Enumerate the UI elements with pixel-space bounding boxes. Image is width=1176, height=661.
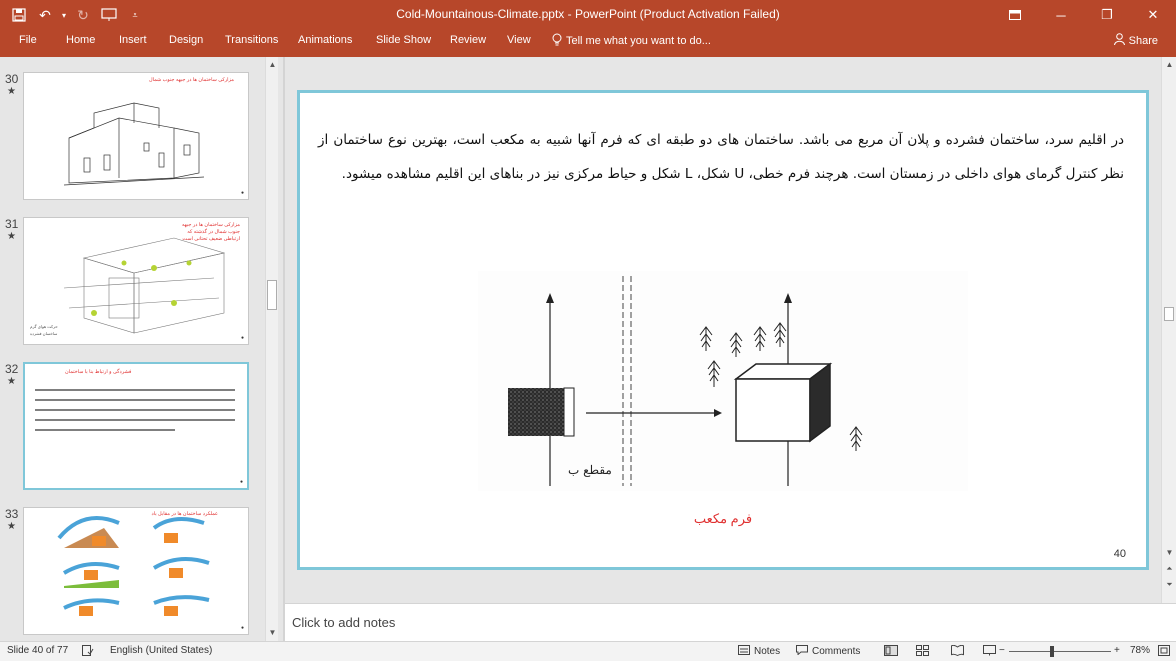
slideshow-view-icon[interactable] bbox=[983, 645, 996, 656]
thumbnail-page-number: ● bbox=[239, 479, 243, 485]
normal-view-icon[interactable] bbox=[884, 645, 898, 656]
redo-icon[interactable]: ↻ bbox=[77, 6, 89, 23]
svg-text:ساختمان فشرده: ساختمان فشرده bbox=[30, 331, 58, 336]
svg-text:حرکت هوای گرم: حرکت هوای گرم bbox=[30, 324, 58, 329]
scroll-thumb[interactable] bbox=[267, 280, 277, 310]
tab-insert[interactable]: Insert bbox=[119, 34, 147, 46]
thumbnail-number: 30 bbox=[5, 72, 19, 86]
thumbnail-title: فشردگی و ارتباط بنا با ساختمان bbox=[65, 369, 132, 375]
notes-pane[interactable] bbox=[285, 603, 1176, 641]
window-title: Cold-Mountainous-Climate.pptx - PowerPoint (Product Activation Failed) bbox=[396, 7, 780, 21]
ribbon-display-icon[interactable] bbox=[992, 0, 1038, 30]
spell-check-icon[interactable] bbox=[82, 645, 94, 656]
next-slide-icon[interactable]: ⏷ bbox=[1166, 580, 1173, 589]
tab-view[interactable]: View bbox=[507, 34, 531, 46]
undo-icon[interactable]: ↶ bbox=[39, 6, 51, 23]
notes-icon bbox=[738, 645, 750, 658]
slide-counter: Slide 40 of 77 bbox=[7, 645, 69, 656]
scroll-thumb[interactable] bbox=[1164, 307, 1174, 321]
restore-icon[interactable]: ❐ bbox=[1101, 7, 1113, 22]
share-button[interactable] bbox=[1114, 33, 1158, 48]
thumbnail-title: مزارکی ساختمان ها در جبهه جنوب شمال bbox=[148, 77, 234, 83]
zoom-slider-track[interactable] bbox=[1009, 651, 1111, 652]
thumbnail-title: عملکرد ساختمان ها در مقابل باد bbox=[151, 511, 218, 517]
fit-slide-icon[interactable] bbox=[1158, 645, 1170, 656]
tab-transitions[interactable]: Transitions bbox=[225, 34, 279, 46]
animation-star-icon: ★ bbox=[7, 231, 16, 242]
slide-scrollbar[interactable] bbox=[1161, 57, 1176, 603]
figure-section-label: مقطع ب bbox=[568, 463, 612, 477]
person-icon bbox=[1114, 33, 1125, 48]
tab-home[interactable]: Home bbox=[66, 34, 96, 46]
wind-diagrams bbox=[24, 508, 249, 635]
tell-me-text: Tell me what you want to do... bbox=[566, 35, 711, 47]
thumbnail-slide-selected[interactable] bbox=[23, 362, 249, 490]
zoom-slider-knob[interactable] bbox=[1050, 646, 1054, 657]
thumbnail-number: 32 bbox=[5, 362, 19, 376]
notes-button[interactable] bbox=[738, 645, 780, 658]
window-controls bbox=[992, 0, 1176, 30]
zoom-in-icon[interactable]: + bbox=[1114, 645, 1120, 656]
present-icon[interactable] bbox=[98, 4, 120, 26]
reading-view-icon[interactable] bbox=[951, 645, 964, 656]
slide-body-text[interactable]: در اقلیم سرد، ساختمان فشرده و پلان آن مربع می باشد. ساختمان های دو طبقه ای که فرم آنها شبیه به مکعب است، بهترین نوع ساختمان از نظر کنترل گرمای هوای داخلی در زمستان است. هرچند فرم خطی، U شکل، L شکل و حیاط مرکزی نیز در بناهای این اقلیم مشاهده میشود. bbox=[318, 132, 1124, 182]
animation-star-icon: ★ bbox=[7, 376, 16, 387]
animation-star-icon: ★ bbox=[7, 521, 16, 532]
thumbnail-title: مزارکی ساختمان ها در جبهه جنوب شمال در گذشته که ارتباطی ضعیف تحتانی است bbox=[181, 222, 240, 242]
comment-icon bbox=[796, 645, 808, 658]
thumbnail-number: 31 bbox=[5, 217, 19, 231]
customize-icon[interactable]: ⩡ bbox=[132, 9, 138, 20]
animation-star-icon: ★ bbox=[7, 86, 16, 97]
comments-label: Comments bbox=[812, 646, 861, 657]
tab-slide-show[interactable]: Slide Show bbox=[376, 34, 432, 46]
tab-file[interactable]: File bbox=[19, 34, 37, 46]
notes-placeholder[interactable]: Click to add notes bbox=[292, 615, 396, 630]
save-icon[interactable] bbox=[8, 4, 30, 26]
slide-sorter-icon[interactable] bbox=[916, 645, 929, 656]
share-label: Share bbox=[1128, 34, 1158, 47]
tab-design[interactable]: Design bbox=[169, 34, 204, 46]
language-indicator[interactable]: English (United States) bbox=[110, 645, 213, 656]
slide-page-number: 40 bbox=[1113, 548, 1126, 560]
tab-animations[interactable]: Animations bbox=[298, 34, 353, 46]
scroll-down-icon[interactable]: ▼ bbox=[268, 628, 277, 637]
ribbon-tabs bbox=[0, 30, 1176, 57]
thumbnail-slide[interactable] bbox=[23, 72, 249, 200]
slide-caption[interactable]: فرم مکعب bbox=[693, 511, 753, 526]
quick-access-toolbar bbox=[8, 4, 146, 26]
slide-thumbnail-pane bbox=[0, 57, 283, 641]
undo-dropdown-icon[interactable]: ▾ bbox=[61, 10, 66, 20]
notes-label: Notes bbox=[754, 646, 781, 657]
text-lines-preview bbox=[25, 364, 247, 488]
lightbulb-icon bbox=[552, 33, 562, 49]
thumbnail-number: 33 bbox=[5, 507, 19, 521]
thumbnail-slide[interactable] bbox=[23, 507, 249, 635]
title-bar bbox=[0, 0, 1176, 30]
scroll-up-icon[interactable]: ▲ bbox=[1165, 60, 1174, 69]
tab-review[interactable]: Review bbox=[450, 34, 487, 46]
scroll-down-icon[interactable]: ▼ bbox=[1165, 548, 1174, 557]
cube-form-diagram bbox=[478, 271, 968, 491]
current-slide[interactable] bbox=[297, 90, 1149, 570]
zoom-out-icon[interactable]: − bbox=[999, 645, 1005, 656]
thumbnail-page-number: ● bbox=[240, 335, 244, 341]
minimize-icon[interactable]: ─ bbox=[1056, 7, 1066, 23]
zoom-level[interactable]: 78% bbox=[1130, 645, 1151, 656]
comments-button[interactable] bbox=[796, 645, 860, 658]
building-sketch bbox=[24, 73, 249, 200]
scroll-up-icon[interactable]: ▲ bbox=[268, 60, 277, 69]
previous-slide-icon[interactable]: ⏶ bbox=[1166, 564, 1173, 573]
thumbnail-slide[interactable] bbox=[23, 217, 249, 345]
close-icon[interactable]: ✕ bbox=[1147, 7, 1159, 22]
thumbnail-page-number: ● bbox=[240, 190, 244, 196]
status-bar bbox=[0, 641, 1176, 661]
tell-me-box[interactable] bbox=[552, 33, 711, 49]
thumbnail-scrollbar[interactable] bbox=[265, 57, 278, 641]
thumbnail-page-number: ● bbox=[240, 625, 244, 631]
isometric-section-sketch bbox=[24, 218, 249, 345]
